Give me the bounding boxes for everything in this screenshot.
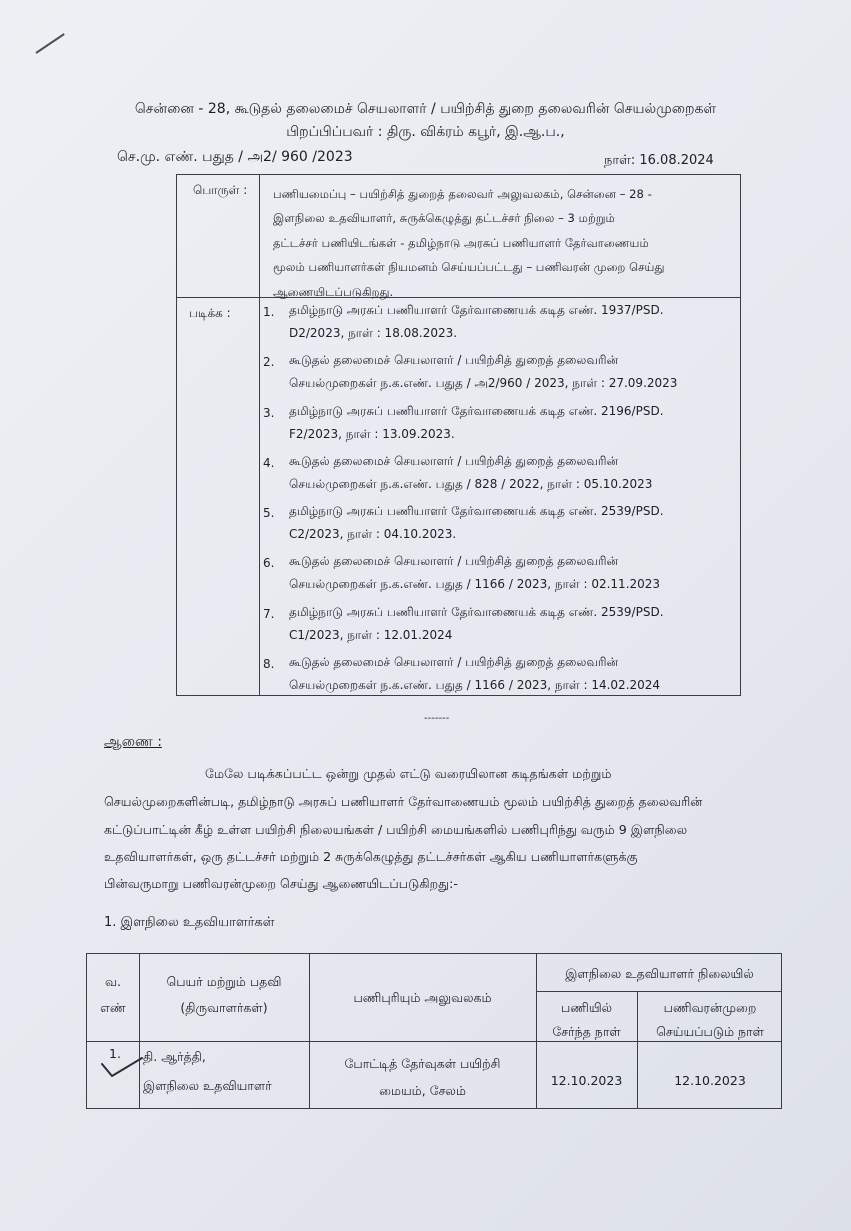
reference-line: செயல்முறைகள் ந.க.எண். பதுத / 1166 / 2023, நாள் : 14.02.2024: [289, 678, 661, 693]
table-divider: [259, 175, 260, 695]
section-title: 1. இளநிலை உதவியாளர்கள்: [104, 915, 275, 930]
row-name: தி. ஆர்த்தி,: [143, 1049, 206, 1064]
row-regularisation-date: 12.10.2023: [674, 1073, 746, 1088]
reference-number-label: 5.: [263, 506, 275, 521]
reference-line: தமிழ்நாடு அரசுப் பணியாளர் தேர்வாணையக் கடித எண். 2196/PSD.: [289, 403, 664, 418]
reference-item: [261, 603, 737, 653]
col-header-group: இளநிலை உதவியாளர் நிலையில்: [565, 966, 754, 981]
reference-number-label: 3.: [263, 405, 275, 420]
col-header-sno: எண்: [100, 1000, 126, 1015]
reference-item: [261, 301, 737, 351]
reference-number-label: 4.: [263, 455, 275, 470]
reference-item: [261, 351, 737, 401]
reference-item: [261, 502, 737, 552]
reference-number-label: 2.: [263, 355, 275, 370]
row-join-date: 12.10.2023: [550, 1073, 623, 1088]
reference-line: தமிழ்நாடு அரசுப் பணியாளர் தேர்வாணையக் கடித எண். 2539/PSD.: [289, 604, 664, 619]
subject-line: ஆணையிடப்படுகிறது.: [273, 284, 394, 299]
table-divider: [87, 1041, 781, 1042]
subject-line: பணியமைப்பு – பயிற்சித் துறைத் தலைவர் அலுவலகம், சென்னை – 28 -: [273, 187, 652, 201]
col-header-regularisation: பணிவரன்முறை: [663, 1000, 757, 1015]
reference-line: தமிழ்நாடு அரசுப் பணியாளர் தேர்வாணையக் கடித எண். 2539/PSD.: [289, 504, 664, 519]
reference-line: C2/2023, நாள் : 04.10.2023.: [289, 527, 457, 542]
subject-reference-table: [176, 174, 741, 696]
reference-line: கூடுதல் தலைமைச் செயலாளர் / பயிற்சித் துறைத் தலைவரின்: [289, 353, 619, 368]
table-divider: [536, 991, 781, 992]
subject-text: [273, 182, 733, 304]
staff-table: [86, 953, 782, 1109]
col-header-regularisation: செய்யப்படும் நாள்: [656, 1024, 764, 1039]
reference-line: கூடுதல் தலைமைச் செயலாளர் / பயிற்சித் துறைத் தலைவரின்: [289, 655, 619, 670]
reference-number-label: 7.: [263, 606, 275, 621]
order-line: மேலே படிக்கப்பட்ட ஒன்று முதல் எட்டு வரையிலான கடிதங்கள் மற்றும்: [205, 766, 612, 781]
issuer-line: பிறப்பிப்பவர் : திரு. விக்ரம் கபூர், இ.ஆ.ப.,: [286, 124, 565, 140]
reference-line: தமிழ்நாடு அரசுப் பணியாளர் தேர்வாணையக் கடித எண். 1937/PSD.: [289, 303, 664, 317]
reference-line: செயல்முறைகள் ந.க.எண். பதுத / 828 / 2022, நாள் : 05.10.2023: [289, 476, 653, 491]
reference-number-label: 6.: [263, 556, 275, 571]
row-sno: 1.: [109, 1046, 121, 1061]
order-line: பின்வருமாறு பணிவரன்முறை செய்து ஆணையிடப்படுகிறது:-: [104, 876, 458, 891]
subject-line: தட்டச்சர் பணியிடங்கள் - தமிழ்நாடு அரசுப் பணியாளர் தேர்வாணையம்: [273, 235, 649, 250]
check-mark-icon: [100, 1054, 144, 1080]
reference-item: [261, 402, 737, 452]
pen-mark: [35, 33, 64, 54]
header-title: சென்னை - 28, கூடுதல் தலைமைச் செயலாளர் / பயிற்சித் துறை தலைவரின் செயல்முறைகள்: [134, 101, 717, 117]
separator: -------: [424, 713, 450, 724]
order-line: கட்டுப்பாட்டின் கீழ் உள்ள பயிற்சி நிலையங்கள் / பயிற்சி மையங்களில் பணிபுரிந்து வரும் 9 இளநிலை: [104, 822, 688, 837]
subject-line: மூலம் பணியாளர்கள் நியமனம் செய்யப்பட்டது – பணிவரன் முறை செய்து: [273, 260, 665, 275]
reference-line: F2/2023, நாள் : 13.09.2023.: [289, 426, 455, 441]
col-header-join: பணியில்: [560, 1000, 613, 1015]
row-office: மையம், சேலம்: [379, 1083, 466, 1098]
reference-line: C1/2023, நாள் : 12.01.2024: [289, 627, 453, 642]
reference-item: [261, 653, 737, 703]
row-designation: இளநிலை உதவியாளர்: [143, 1078, 272, 1093]
references-label: படிக்க :: [189, 306, 231, 320]
reference-line: செயல்முறைகள் ந.க.எண். பதுத / அ2/960 / 2023, நாள் : 27.09.2023: [289, 376, 678, 391]
reference-item: [261, 552, 737, 602]
reference-line: D2/2023, நாள் : 18.08.2023.: [289, 326, 458, 340]
subject-line: இளநிலை உதவியாளர், சுருக்கெழுத்து தட்டச்சர் நிலை – 3 மற்றும்: [273, 211, 615, 226]
subject-label: பொருள் :: [193, 183, 248, 197]
col-header-name: பெயர் மற்றும் பதவி: [166, 974, 282, 989]
col-header-name: (திருவாளர்கள்): [180, 1000, 268, 1015]
order-heading: ஆணை :: [104, 734, 162, 750]
order-date: நாள்: 16.08.2024: [604, 153, 714, 168]
references-list: [261, 301, 737, 703]
reference-number: செ.மு. எண். பதுத / அ2/ 960 /2023: [117, 149, 353, 165]
reference-line: கூடுதல் தலைமைச் செயலாளர் / பயிற்சித் துறைத் தலைவரின்: [289, 554, 619, 569]
order-line: உதவியாளர்கள், ஒரு தட்டச்சர் மற்றும் 2 சுருக்கெழுத்து தட்டச்சர்கள் ஆகிய பணியாளர்களுக்கு: [104, 849, 638, 864]
col-header-office: பணிபுரியும் அலுவலகம்: [353, 990, 492, 1005]
order-line: செயல்முறைகளின்படி, தமிழ்நாடு அரசுப் பணியாளர் தேர்வாணையம் மூலம் பயிற்சித் துறைத் தலைவரின்: [104, 794, 703, 809]
reference-line: கூடுதல் தலைமைச் செயலாளர் / பயிற்சித் துறைத் தலைவரின்: [289, 453, 619, 468]
reference-number-label: 8.: [263, 657, 275, 672]
col-header-join: சேர்ந்த நாள்: [552, 1024, 621, 1039]
reference-line: செயல்முறைகள் ந.க.எண். பதுத / 1166 / 2023, நாள் : 02.11.2023: [289, 577, 661, 592]
reference-number-label: 1.: [263, 305, 275, 319]
reference-item: [261, 452, 737, 502]
col-header-sno: வ.: [105, 974, 121, 989]
row-office: போட்டித் தேர்வுகள் பயிற்சி: [344, 1056, 501, 1071]
